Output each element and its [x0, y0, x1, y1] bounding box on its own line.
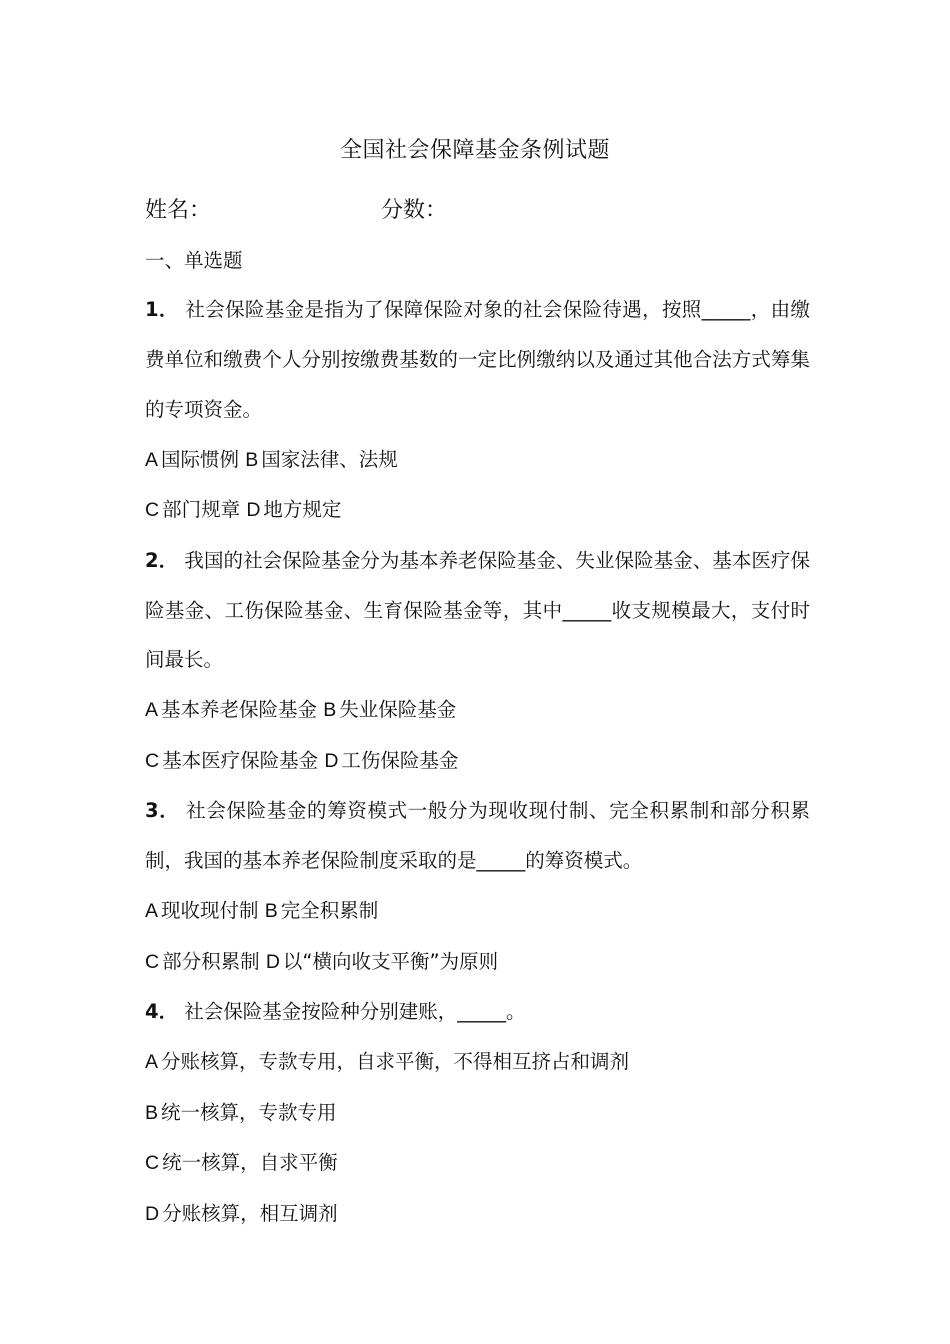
option-text: 分账核算，专款专用，自求平衡，不得相互挤占和调剂	[161, 1049, 630, 1073]
option-text: 国际惯例	[161, 447, 240, 471]
option-letter: C	[145, 1152, 160, 1175]
question-2-text: 我国的社会保险基金分为基本养老保险基金、失业保险基金、基本医疗保险基金、工伤保险基金、生育保险基金等，其中_____收支规模最大，支付时间最长。	[145, 548, 810, 672]
option-letter: D	[145, 1203, 160, 1226]
option-text: 分账核算，相互调剂	[162, 1202, 338, 1226]
question-2-options-ab	[145, 685, 810, 736]
question-4-text: 社会保险基金按险种分别建账，_____。	[184, 1000, 526, 1024]
option-text: 基本养老保险基金	[161, 698, 318, 722]
question-1-number: 1．	[145, 298, 179, 322]
option-text: 统一核算，自求平衡	[162, 1151, 338, 1175]
option-text: 失业保险基金	[339, 698, 457, 722]
option-letter: D	[246, 499, 261, 522]
section-title: 一、单选题	[145, 248, 243, 272]
document-title: 全国社会保障基金条例试题	[339, 138, 610, 163]
option-letter: B	[264, 899, 278, 922]
name-score-row	[145, 186, 810, 236]
option-letter: B	[323, 699, 337, 722]
option-text: 基本医疗保险基金	[162, 748, 319, 772]
question-1-text: 社会保险基金是指为了保障保险对象的社会保险待遇，按照_____，由缴费单位和缴费个人分别按缴费基数的一定比例缴纳以及通过其他合法方式筹集的专项资金。	[145, 298, 810, 421]
option-text: 完全积累制	[280, 898, 379, 922]
option-letter: D	[265, 950, 280, 973]
question-1-stem	[145, 285, 810, 434]
question-3	[145, 786, 810, 987]
option-text: 部门规章	[162, 498, 241, 522]
option-letter: A	[145, 1050, 159, 1073]
question-4-option-b	[145, 1088, 810, 1139]
option-letter: D	[324, 749, 339, 772]
question-2-number: 2．	[145, 548, 179, 572]
option-letter: B	[145, 1101, 159, 1124]
question-1	[145, 285, 810, 536]
question-1-options-ab	[145, 435, 810, 486]
question-3-text: 社会保险基金的筹资模式一般分为现收现付制、完全积累制和部分积累制，我国的基本养老保险制度采取的是_____的筹资模式。	[145, 799, 810, 873]
score-label: 分数：	[381, 198, 448, 223]
option-text: 工伤保险基金	[341, 748, 459, 772]
option-letter: C	[145, 499, 160, 522]
question-4-option-a	[145, 1037, 810, 1088]
option-letter: A	[145, 448, 159, 471]
question-4-option-c	[145, 1138, 810, 1189]
question-1-options-cd	[145, 485, 810, 536]
question-3-stem	[145, 786, 810, 885]
question-4-option-d	[145, 1189, 810, 1240]
option-letter: A	[145, 899, 159, 922]
name-label: 姓名：	[145, 198, 212, 223]
question-2-options-cd	[145, 736, 810, 787]
question-2-stem	[145, 536, 810, 685]
question-4-stem	[145, 987, 810, 1037]
option-letter: C	[145, 749, 160, 772]
option-letter: A	[145, 699, 159, 722]
option-text: 以“横向收支平衡”为原则	[282, 949, 499, 973]
document-body	[145, 186, 810, 1240]
option-text: 国家法律、法规	[261, 447, 398, 471]
option-letter: B	[245, 448, 259, 471]
option-text: 部分积累制	[162, 949, 260, 973]
option-text: 统一核算，专款专用	[161, 1100, 337, 1124]
question-4-number: 4．	[145, 1000, 179, 1024]
option-text: 地方规定	[263, 498, 342, 522]
question-3-options-ab	[145, 886, 810, 937]
question-3-options-cd	[145, 937, 810, 988]
question-3-number: 3．	[145, 799, 180, 823]
question-4	[145, 987, 810, 1240]
option-letter: C	[145, 950, 160, 973]
question-2	[145, 536, 810, 787]
option-text: 现收现付制	[161, 898, 259, 922]
